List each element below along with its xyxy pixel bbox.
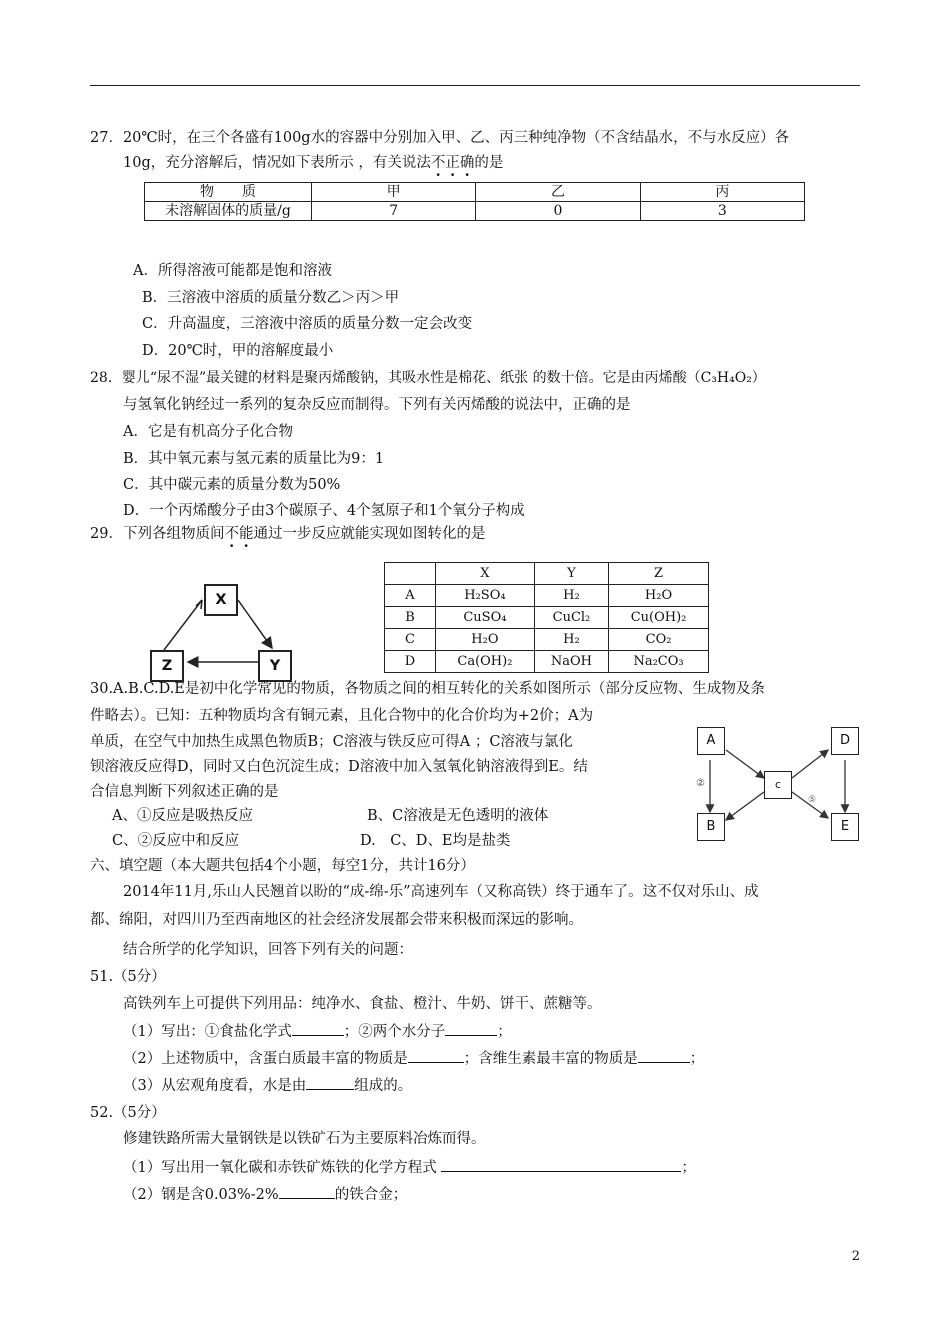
table-cell: A [385, 585, 436, 607]
table-cell: Cu(OH)₂ [609, 607, 709, 629]
node-a: A [697, 727, 725, 755]
table-cell: D [385, 651, 436, 673]
q51-part1: （1）写出：①食盐化学式 ；②两个水分子 ； [123, 1021, 512, 1042]
table-header: Z [609, 563, 709, 585]
answer-blank[interactable] [408, 1048, 464, 1063]
q30-line5: 合信息判断下列叙述正确的是 [90, 784, 279, 800]
node-z: Z [150, 650, 184, 682]
q30-line3: 单质，在空气中加热生成黑色物质B；C溶液与铁反应可得A ；C溶液与氯化 [90, 734, 573, 750]
node-c: c [764, 771, 792, 799]
header-rule [90, 85, 860, 86]
q27-line2: 10g，充分溶解后，情况如下表所示 ，有关说法不正确的是 [123, 155, 504, 171]
table-header: 丙 [640, 183, 804, 202]
arrow-a-to-c [726, 750, 764, 778]
q51-stem: 高铁列车上可提供下列用品：纯净水、食盐、橙汁、牛奶、饼干、蔗糖等。 [123, 996, 602, 1012]
q51-part2: （2）上述物质中，含蛋白质最丰富的物质是 ；含维生素最丰富的物质是 ； [123, 1048, 704, 1069]
table-header: 甲 [312, 183, 476, 202]
q27-option-d: D．20℃时，甲的溶解度最小 [142, 343, 334, 359]
answer-blank[interactable] [306, 1075, 354, 1090]
page-number: 2 [851, 1249, 860, 1264]
q28-option-d: D．一个丙烯酸分子由3个碳原子、4个氢原子和1个氧分子构成 [123, 503, 525, 519]
table-header: 物 质 [145, 183, 312, 202]
marker-5: ⑤ [808, 795, 817, 805]
table-header: X [436, 563, 535, 585]
q29-line1: 29．下列各组物质间不能通过一步反应就能实现如图转化的是 [90, 526, 486, 542]
table-cell: Na₂CO₃ [609, 651, 709, 673]
table-cell: 3 [640, 202, 804, 221]
table-cell: H₂ [534, 629, 608, 651]
q30-option-a: A、①反应是吸热反应 [112, 808, 253, 824]
arrow-z-to-x [164, 600, 202, 650]
arrow-c-to-b [726, 792, 764, 820]
q27-option-b: B．三溶液中溶质的质量分数乙＞丙＞甲 [142, 290, 400, 306]
node-e: E [831, 813, 859, 841]
table-cell: H₂O [436, 629, 535, 651]
q28-option-b: B．其中氧元素与氢元素的质量比为9：1 [123, 451, 385, 467]
table-header: 乙 [476, 183, 640, 202]
q52-part1: （1）写出用一氧化碳和赤铁矿炼铁的化学方程式 ； [123, 1157, 696, 1178]
answer-blank[interactable] [441, 1157, 681, 1172]
table-cell: H₂O [609, 585, 709, 607]
q30-line2: 件略去）。已知：五种物质均含有铜元素，且化合物中的化合价均为+2价；A为 [90, 708, 594, 724]
table-cell: 未溶解固体的质量/g [145, 202, 312, 221]
q27-option-c: C．升高温度，三溶液中溶质的质量分数一定会改变 [142, 316, 473, 332]
q51-part3: （3）从宏观角度看，水是由 组成的。 [123, 1075, 412, 1096]
section6-intro3: 结合所学的化学知识，回答下列有关的问题： [123, 942, 413, 958]
q51-number: 51.（5分） [90, 969, 166, 985]
node-d: D [831, 727, 859, 755]
q27-line1: 27．20℃时，在三个各盛有100g水的容器中分别加入甲、乙、丙三种纯净物（不含结晶水，不与水反应）各 [90, 130, 790, 146]
q28-option-a: A．它是有机高分子化合物 [123, 424, 293, 440]
q30-line4: 钡溶液反应得D，同时又白色沉淀生成；D溶液中加入氢氧化钠溶液得到E。结 [90, 759, 588, 775]
q52-stem: 修建铁路所需大量钢铁是以铁矿石为主要原料冶炼而得。 [123, 1131, 486, 1147]
table-cell: C [385, 629, 436, 651]
q30-option-c: C、②反应中和反应 [112, 833, 240, 849]
q52-number: 52.（5分） [90, 1105, 166, 1121]
answer-blank[interactable] [638, 1048, 690, 1063]
table-header: Y [534, 563, 608, 585]
answer-blank[interactable] [445, 1021, 497, 1036]
q28-line1: 28．婴儿“尿不湿”最关键的材料是聚丙烯酸钠，其吸水性是棉花、纸张 的数十倍。它是由丙烯酸（C₃H₄O₂） [90, 370, 766, 386]
node-y: Y [258, 650, 292, 682]
q30-line1: 30.A.B.C.D.E是初中化学常见的物质，各物质之间的相互转化的关系如图所示（部分反应物、生成物及条 [90, 681, 765, 697]
table-cell: CO₂ [609, 629, 709, 651]
arrow-c-to-d [792, 750, 828, 778]
table-cell: Ca(OH)₂ [436, 651, 535, 673]
node-x: X [204, 584, 238, 616]
arrow-x-to-y [238, 600, 272, 648]
table-cell: 7 [312, 202, 476, 221]
table-cell: H₂SO₄ [436, 585, 535, 607]
section6-intro2: 都、绵阳，对四川乃至西南地区的社会经济发展都会带来积极而深远的影响。 [90, 912, 583, 928]
q29-table [384, 562, 709, 673]
q30-option-d: D. C、D、E均是盐类 [360, 833, 511, 849]
table-cell: CuCl₂ [534, 607, 608, 629]
q52-part2: （2）钢是含0.03%-2% 的铁合金； [123, 1184, 407, 1205]
marker-2: ② [696, 778, 705, 789]
table-cell: NaOH [534, 651, 608, 673]
section6-intro1: 2014年11月,乐山人民翘首以盼的“成-绵-乐”高速列车（又称高铁）终于通车了。这不仅对乐山、成 [123, 884, 759, 900]
table-cell: CuSO₄ [436, 607, 535, 629]
node-b: B [697, 813, 725, 841]
q30-option-b: B、C溶液是无色透明的液体 [367, 808, 549, 824]
answer-blank[interactable] [279, 1184, 335, 1199]
q28-option-c: C．其中碳元素的质量分数为50% [123, 477, 341, 493]
table-cell: 0 [476, 202, 640, 221]
q28-line2: 与氢氧化钠经过一系列的复杂反应而制得。下列有关丙烯酸的说法中，正确的是 [123, 397, 631, 413]
q27-table [144, 182, 805, 221]
section6-title: 六、填空题（本大题共包括4个小题，每空1分，共计16分） [90, 858, 475, 874]
q27-option-a: A．所得溶液可能都是饱和溶液 [133, 263, 332, 279]
table-cell: H₂ [534, 585, 608, 607]
table-cell: B [385, 607, 436, 629]
answer-blank[interactable] [292, 1021, 344, 1036]
